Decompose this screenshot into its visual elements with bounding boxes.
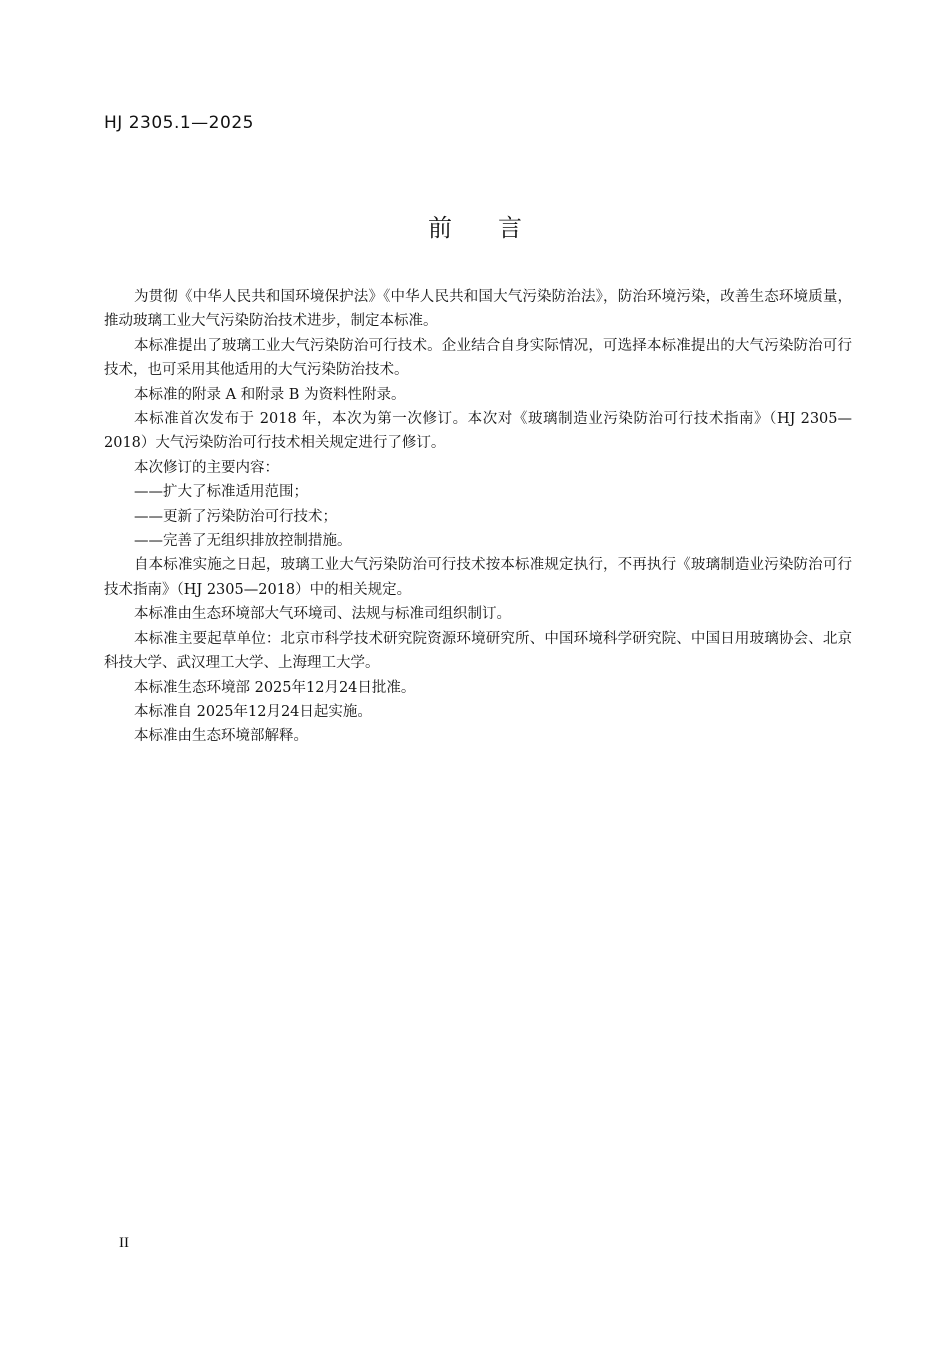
paragraph-scope: 本标准提出了玻璃工业大气污染防治可行技术。企业结合自身实际情况，可选择本标准提出的大气污染防治可行技术，也可采用其他适用的大气污染防治技术。 <box>104 337 852 379</box>
paragraph-interpretation: 本标准由生态环境部解释。 <box>134 728 308 745</box>
paragraph-revision-intro: 本次修订的主要内容： <box>134 459 279 476</box>
list-item-revision: ——更新了污染防治可行技术； <box>134 508 337 525</box>
paragraph-effect: 自本标准实施之日起，玻璃工业大气污染防治可行技术按本标准规定执行，不再执行《玻璃制造业污染防治可行技术指南》（HJ 2305—2018）中的相关规定。 <box>104 557 852 598</box>
document-body <box>104 285 852 749</box>
standard-code: HJ 2305.1—2025 <box>104 113 254 133</box>
paragraph-purpose: 为贯彻《中华人民共和国环境保护法》《中华人民共和国大气污染防治法》，防治环境污染，改善生态环境质量，推动玻璃工业大气污染防治技术进步，制定本标准。 <box>104 289 852 330</box>
page-title: 前言 <box>428 214 568 242</box>
paragraph-history: 本标准首次发布于 2018 年，本次为第一次修订。本次对《玻璃制造业污染防治可行技术指南》（HJ 2305—2018）大气污染防治可行技术相关规定进行了修订。 <box>104 411 852 452</box>
paragraph-organizer: 本标准由生态环境部大气环境司、法规与标准司组织制订。 <box>134 606 511 623</box>
paragraph-approval: 本标准生态环境部 2025年12月24日批准。 <box>134 679 416 696</box>
paragraph-implementation: 本标准自 2025年12月24日起实施。 <box>134 703 372 720</box>
paragraph-appendix: 本标准的附录 A 和附录 B 为资料性附录。 <box>134 386 406 403</box>
paragraph-drafters: 本标准主要起草单位：北京市科学技术研究院资源环境研究所、中国环境科学研究院、中国日用玻璃协会、北京科技大学、武汉理工大学、上海理工大学。 <box>104 630 852 672</box>
list-item-revision: ——完善了无组织排放控制措施。 <box>134 533 352 550</box>
list-item-revision: ——扩大了标准适用范围； <box>134 484 308 501</box>
page-number: II <box>119 1235 129 1251</box>
